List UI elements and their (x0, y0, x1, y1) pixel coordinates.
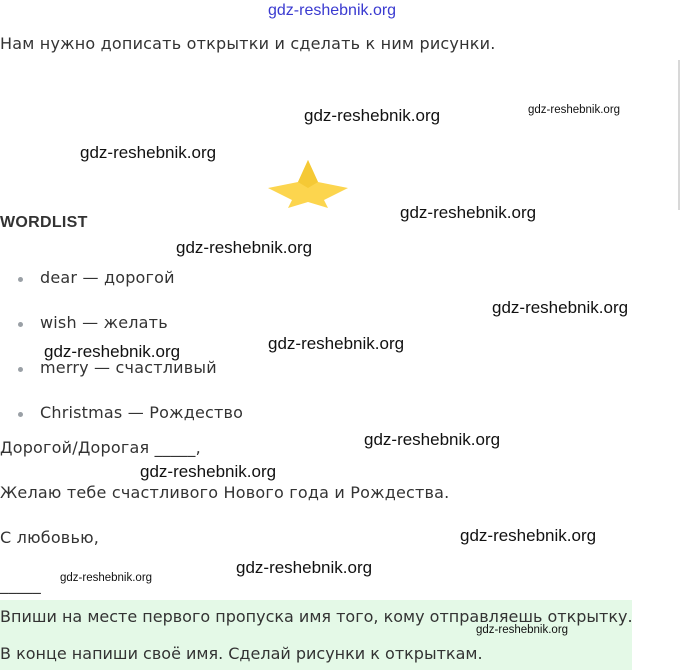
bullet-icon (18, 322, 23, 327)
card-signature: _____ (0, 575, 41, 594)
watermark: gdz-reshebnik.org (492, 298, 629, 317)
watermark-small: gdz-reshebnik.org (60, 572, 153, 584)
watermark: gdz-reshebnik.org (304, 106, 441, 125)
hint-line-1: Впиши на месте первого пропуска имя того, кому отправляешь открытку. (0, 607, 633, 626)
list-item: wish — желать (40, 313, 168, 332)
watermark-small: gdz-reshebnik.org (476, 624, 569, 636)
watermark: gdz-reshebnik.org (140, 462, 277, 481)
watermark: gdz-reshebnik.org (80, 143, 217, 162)
list-item: dear — дорогой (40, 268, 175, 287)
watermark: gdz-reshebnik.org (460, 526, 597, 545)
bullet-icon (18, 277, 23, 282)
bullet-icon (18, 412, 23, 417)
watermark: gdz-reshebnik.org (176, 238, 313, 257)
intro-text: Нам нужно дописать открытки и сделать к ним рисунки. (0, 34, 496, 53)
star-icon (266, 158, 350, 208)
watermark-top: gdz-reshebnik.org (268, 2, 397, 19)
watermark-small: gdz-reshebnik.org (528, 104, 621, 116)
bullet-icon (18, 367, 23, 372)
card-closing: С любовью, (0, 528, 100, 547)
watermark: gdz-reshebnik.org (400, 203, 537, 222)
card-wish: Желаю тебе счастливого Нового года и Рождества. (0, 483, 450, 502)
card-greeting: Дорогой/Дорогая _____, (0, 438, 201, 457)
watermark: gdz-reshebnik.org (44, 342, 181, 361)
watermark: gdz-reshebnik.org (364, 430, 501, 449)
watermark: gdz-reshebnik.org (236, 558, 373, 577)
wordlist-heading: WORDLIST (0, 214, 88, 231)
list-item: merry — счастливый (40, 358, 217, 377)
watermark: gdz-reshebnik.org (268, 334, 405, 353)
hint-line-2: В конце напиши своё имя. Сделай рисунки к открыткам. (0, 644, 483, 663)
list-item: Christmas — Рождество (40, 403, 244, 422)
